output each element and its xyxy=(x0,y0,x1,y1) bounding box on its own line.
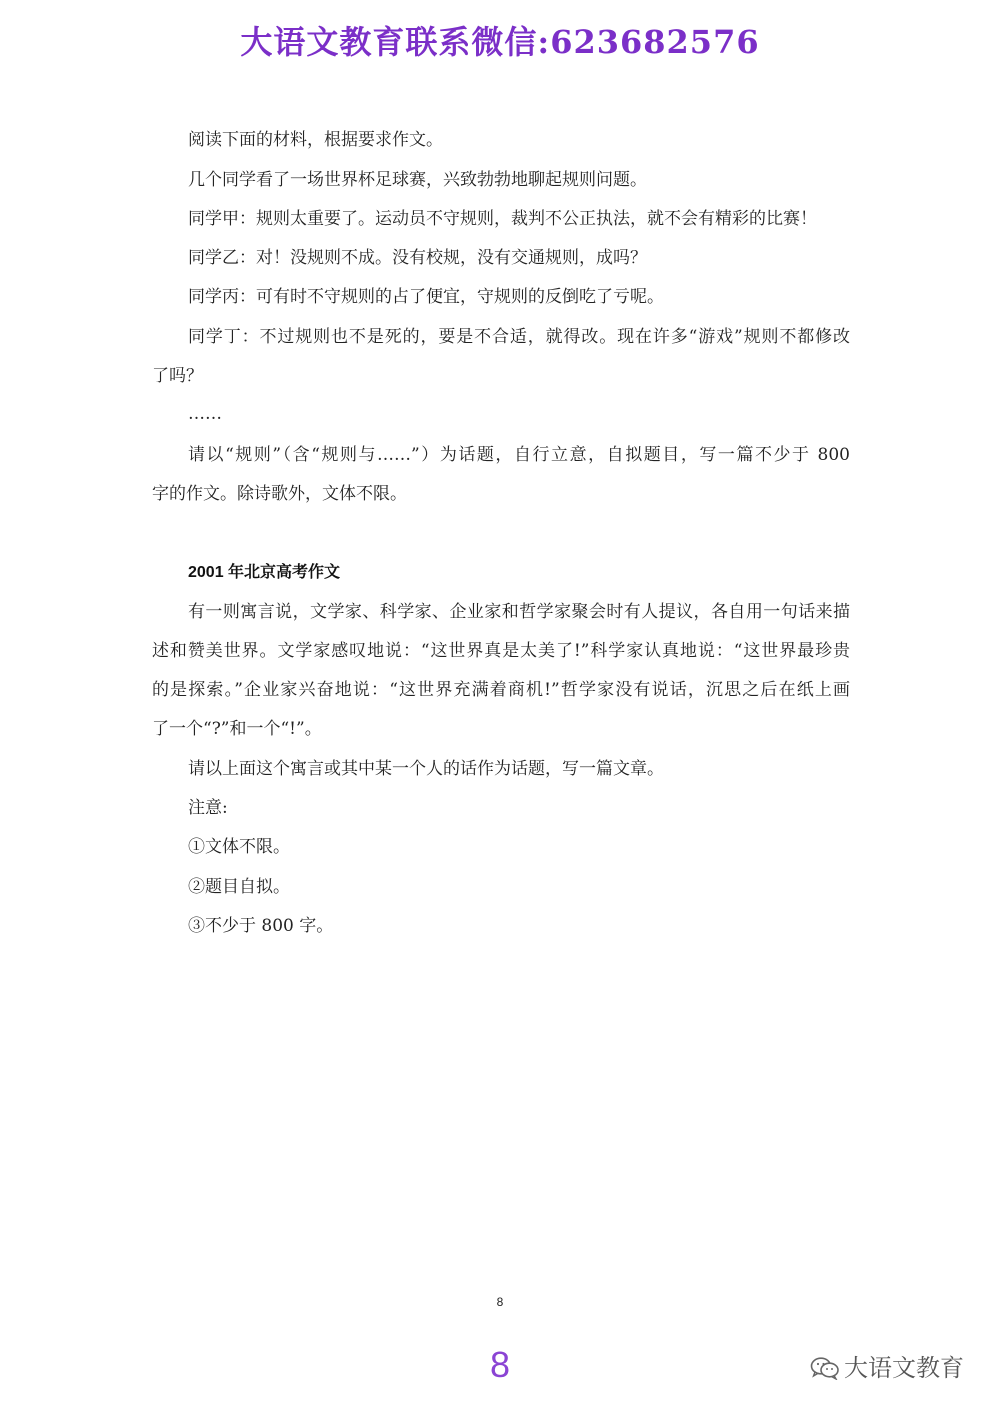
paragraph-line: 同学丙：可有时不守规则的占了便宜，守规则的反倒吃了亏呢。 xyxy=(188,287,664,307)
paragraph-line: 同学丁：不过规则也不是死的，要是不合适，就得改。现在许多“游戏”规则不都修改 xyxy=(188,327,850,347)
note-item: ③不少于 800 字。 xyxy=(188,916,334,936)
paragraph-line: 了一个“?”和一个“!”。 xyxy=(152,719,322,739)
page-number: 8 xyxy=(496,1295,504,1309)
paragraph-line: 了吗？ xyxy=(152,366,203,386)
ellipsis-line: …… xyxy=(188,404,222,424)
note-item: ②题目自拟。 xyxy=(188,877,290,897)
page-number-large: 8 xyxy=(489,1344,511,1385)
header-title: 大语文教育联系微信:623682576 xyxy=(240,23,760,61)
note-heading: 注意: xyxy=(188,798,228,818)
paragraph-line: 述和赞美世界。文学家感叹地说：“这世界真是太美了!”科学家认真地说：“这世界最珍贵 xyxy=(152,641,850,661)
paragraph-line: 几个同学看了一场世界杯足球赛，兴致勃勃地聊起规则问题。 xyxy=(188,170,647,190)
paragraph-line: 有一则寓言说，文学家、科学家、企业家和哲学家聚会时有人提议，各自用一句话来描 xyxy=(188,602,850,622)
paragraph-line: 字的作文。除诗歌外，文体不限。 xyxy=(152,484,407,504)
paragraph-line: 同学甲：规则太重要了。运动员不守规则，裁判不公正执法，就不会有精彩的比赛！ xyxy=(188,209,817,229)
wechat-icon xyxy=(810,1356,840,1380)
brand-watermark xyxy=(810,1352,964,1384)
paragraph-line: 请以上面这个寓言或其中某一个人的话作为话题，写一篇文章。 xyxy=(188,759,664,779)
paragraph-line: 的是探索。”企业家兴奋地说：“这世界充满着商机!”哲学家没有说话，沉思之后在纸上画 xyxy=(152,680,850,700)
paragraph-line: 请以“规则”（含“规则与……”）为话题，自行立意，自拟题目，写一篇不少于 800 xyxy=(188,445,850,465)
note-item: ①文体不限。 xyxy=(188,837,290,857)
paragraph-line: 同学乙：对！没规则不成。没有校规，没有交通规则，成吗？ xyxy=(188,248,647,268)
brand-name: 大语文教育 xyxy=(844,1354,964,1382)
paragraph-line: 阅读下面的材料，根据要求作文。 xyxy=(188,130,443,150)
section-title: 2001 年北京高考作文 xyxy=(188,564,341,581)
